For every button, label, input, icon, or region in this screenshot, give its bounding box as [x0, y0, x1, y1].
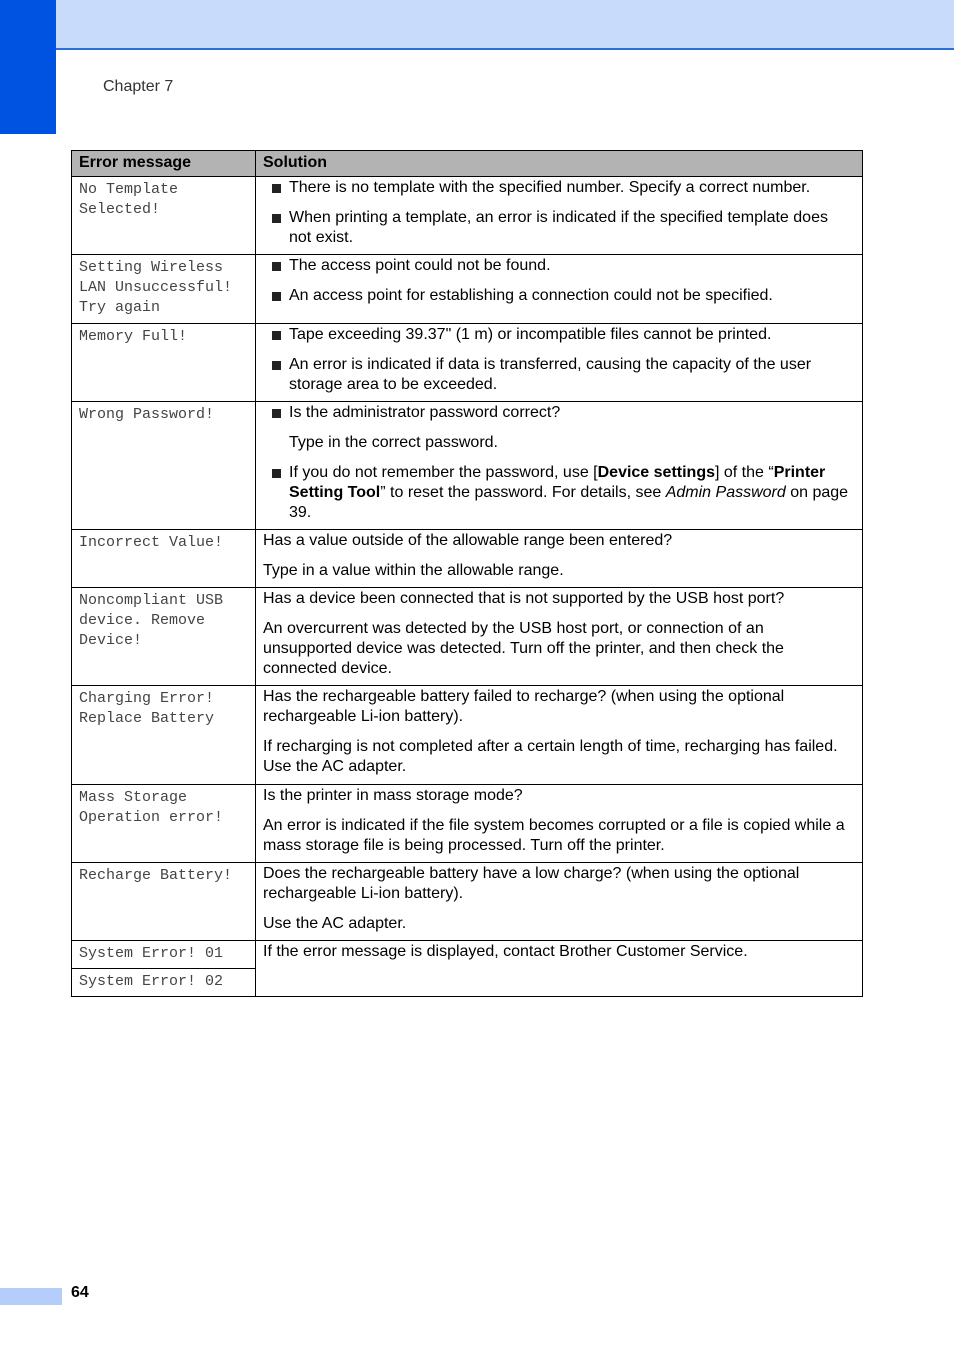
error-message: Memory Full!: [72, 324, 256, 402]
solution-cell: [256, 177, 863, 255]
solution-cell: [256, 785, 863, 863]
solution-cell: [256, 530, 863, 588]
text-run: ” to reset the password. For details, see: [380, 484, 666, 501]
table-row: [72, 402, 863, 530]
table-row: [72, 941, 863, 969]
error-message: No Template Selected!: [72, 177, 256, 255]
bullet-item: An access point for establishing a connection could not be specified.: [263, 286, 854, 306]
bullet-item: Is the administrator password correct?: [263, 403, 854, 423]
column-header-error: Error message: [72, 151, 256, 177]
bullet-item: An error is indicated if data is transferred, causing the capacity of the user storage area to be exceeded.: [263, 355, 854, 395]
table-row: [72, 324, 863, 402]
error-message: Noncompliant USB device. Remove Device!: [72, 588, 256, 686]
error-table: [71, 150, 863, 997]
solution-text: Does the rechargeable battery have a low charge? (when using the optional rechargeable Li-ion battery).: [263, 865, 800, 902]
table-header-row: [72, 151, 863, 177]
bullet-item: Tape exceeding 39.37" (1 m) or incompatible files cannot be printed.: [263, 325, 854, 345]
solution-text: Has a device been connected that is not supported by the USB host port?: [263, 590, 785, 607]
solution-cell: [256, 863, 863, 941]
text-run: If you do not remember the password, use [: [289, 464, 598, 481]
solution-cell: [256, 402, 863, 530]
table-row: [72, 588, 863, 686]
admin-password-link[interactable]: Admin Password: [665, 484, 786, 501]
table-row: [72, 255, 863, 324]
chapter-label: Chapter 7: [103, 78, 174, 95]
solution-text: Type in a value within the allowable range.: [263, 562, 564, 579]
device-settings-label: Device settings: [597, 464, 715, 481]
bullet-item: The access point could not be found.: [263, 256, 854, 276]
solution-cell: [256, 686, 863, 785]
text-run: on page 39.: [289, 484, 849, 521]
error-message: Setting Wireless LAN Unsuccessful! Try again: [72, 255, 256, 324]
printer-setting-tool-label: Printer Setting Tool: [289, 464, 826, 501]
header-band: [56, 0, 954, 50]
error-message: Charging Error! Replace Battery: [72, 686, 256, 785]
solution-text: An error is indicated if the file system becomes corrupted or a file is copied while a mass storage file is being processed. Turn off the printer.: [263, 817, 845, 854]
error-message: Recharge Battery!: [72, 863, 256, 941]
solution-text: If the error message is displayed, contact Brother Customer Service.: [263, 943, 748, 960]
error-message: System Error! 01: [72, 941, 256, 969]
bullet-note: Type in the correct password.: [289, 434, 498, 451]
text-run: ] of the “: [715, 464, 774, 481]
solution-cell: [256, 941, 863, 997]
table-row: [72, 863, 863, 941]
solution-text: If recharging is not completed after a certain length of time, recharging has failed. Use the AC adapter.: [263, 738, 838, 775]
column-header-solution: Solution: [256, 151, 863, 177]
bullet-item: When printing a template, an error is indicated if the specified template does not exist.: [263, 208, 854, 248]
chapter-tab: [0, 0, 56, 134]
page-number: 64: [71, 1284, 89, 1301]
solution-cell: [256, 324, 863, 402]
solution-text: Is the printer in mass storage mode?: [263, 787, 523, 804]
bullet-item: [263, 463, 854, 523]
table-row: [72, 686, 863, 785]
solution-text: Has a value outside of the allowable range been entered?: [263, 532, 673, 549]
error-message: System Error! 02: [72, 969, 256, 997]
error-message: Mass Storage Operation error!: [72, 785, 256, 863]
error-message: Wrong Password!: [72, 402, 256, 530]
table-row: [72, 177, 863, 255]
solution-cell: [256, 255, 863, 324]
solution-cell: [256, 588, 863, 686]
error-message: Incorrect Value!: [72, 530, 256, 588]
table-row: [72, 530, 863, 588]
solution-text: Has the rechargeable battery failed to recharge? (when using the optional rechargeable Li-ion battery).: [263, 688, 785, 725]
table-row: [72, 785, 863, 863]
footer-bar: [0, 1288, 62, 1305]
solution-text: Use the AC adapter.: [263, 915, 407, 932]
solution-text: An overcurrent was detected by the USB host port, or connection of an unsupported device was detected. Turn off the printer, and then check the connected device.: [263, 620, 784, 677]
bullet-item: There is no template with the specified number. Specify a correct number.: [263, 178, 854, 198]
